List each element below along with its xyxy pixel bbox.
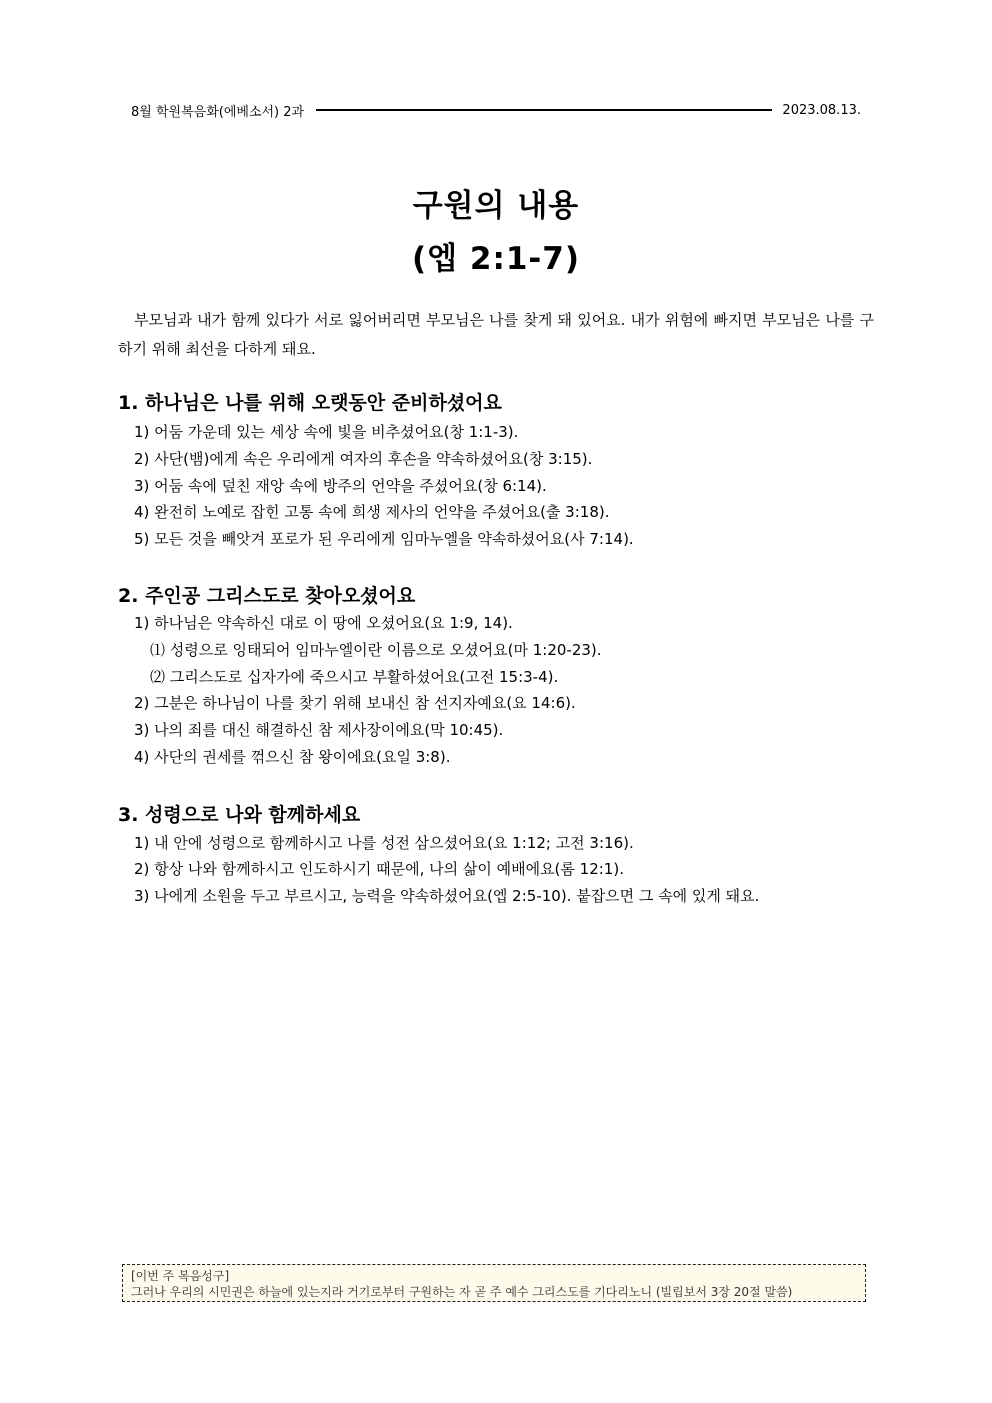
section-2-heading: 2. 주인공 그리스도로 찾아오셨어요 xyxy=(118,585,416,607)
header-date: 2023.08.13. xyxy=(782,102,861,118)
section-3-heading: 3. 성령으로 나와 함께하세요 xyxy=(118,804,361,826)
memory-verse-box xyxy=(122,1264,866,1302)
section-2-item-3: 3) 나의 죄를 대신 해결하신 참 제사장이에요(막 10:45). xyxy=(134,721,504,739)
intro-paragraph: 부모님과 내가 함께 있다가 서로 잃어버리면 부모님은 나를 찾게 돼 있어요. 내가 위험에 빠지면 부모님은 나를 구하기 위해 최선을 다하게 돼요. xyxy=(118,311,874,358)
section-3-item-1: 1) 내 안에 성령으로 함께하시고 나를 성전 삼으셨어요(요 1:12; 고전 3:16). xyxy=(134,834,634,852)
section-2-subitem-2: ⑵ 그리스도로 십자가에 죽으시고 부활하셨어요(고전 15:3-4). xyxy=(150,668,559,686)
memory-verse-label: [이번 주 복음성구] xyxy=(131,1269,230,1283)
header-course-title: 8월 학원복음화(에베소서) 2과 xyxy=(131,104,305,120)
section-3-item-2: 2) 항상 나와 함께하시고 인도하시기 때문에, 나의 삶이 예배에요(롬 12:1). xyxy=(134,860,624,878)
section-1-item-1: 1) 어둠 가운데 있는 세상 속에 빛을 비추셨어요(창 1:1-3). xyxy=(134,423,519,441)
section-1-heading: 1. 하나님은 나를 위해 오랫동안 준비하셨어요 xyxy=(118,392,502,414)
section-1-item-4: 4) 완전히 노예로 잡힌 고통 속에 희생 제사의 언약을 주셨어요(출 3:18). xyxy=(134,503,610,521)
section-2-item-4: 4) 사단의 권세를 꺾으신 참 왕이에요(요일 3:8). xyxy=(134,748,451,766)
section-1-item-3: 3) 어둠 속에 덮친 재앙 속에 방주의 언약을 주셨어요(창 6:14). xyxy=(134,477,547,495)
header-rule xyxy=(316,109,772,111)
page-header xyxy=(131,100,861,120)
section-2-subitem-1: ⑴ 성령으로 잉태되어 임마누엘이란 이름으로 오셨어요(마 1:20-23). xyxy=(150,641,602,659)
section-1-item-5: 5) 모든 것을 빼앗겨 포로가 된 우리에게 임마누엘을 약속하셨어요(사 7:14). xyxy=(134,530,634,548)
page-title-reference: (엡 2:1-7) xyxy=(411,241,581,277)
section-3-item-3: 3) 나에게 소원을 두고 부르시고, 능력을 약속하셨어요(엡 2:5-10). 붙잡으면 그 속에 있게 돼요. xyxy=(134,887,760,905)
section-1-item-2: 2) 사단(뱀)에게 속은 우리에게 여자의 후손을 약속하셨어요(창 3:15). xyxy=(134,450,593,468)
section-2-item-1: 1) 하나님은 약속하신 대로 이 땅에 오셨어요(요 1:9, 14). xyxy=(134,614,513,632)
page-title: 구원의 내용 xyxy=(412,188,580,224)
memory-verse-text: 그러나 우리의 시민권은 하늘에 있는지라 거기로부터 구원하는 자 곧 주 예수 그리스도를 기다리노니 (빌립보서 3장 20절 말씀) xyxy=(131,1285,793,1299)
section-2-item-2: 2) 그분은 하나님이 나를 찾기 위해 보내신 참 선지자예요(요 14:6). xyxy=(134,694,576,712)
